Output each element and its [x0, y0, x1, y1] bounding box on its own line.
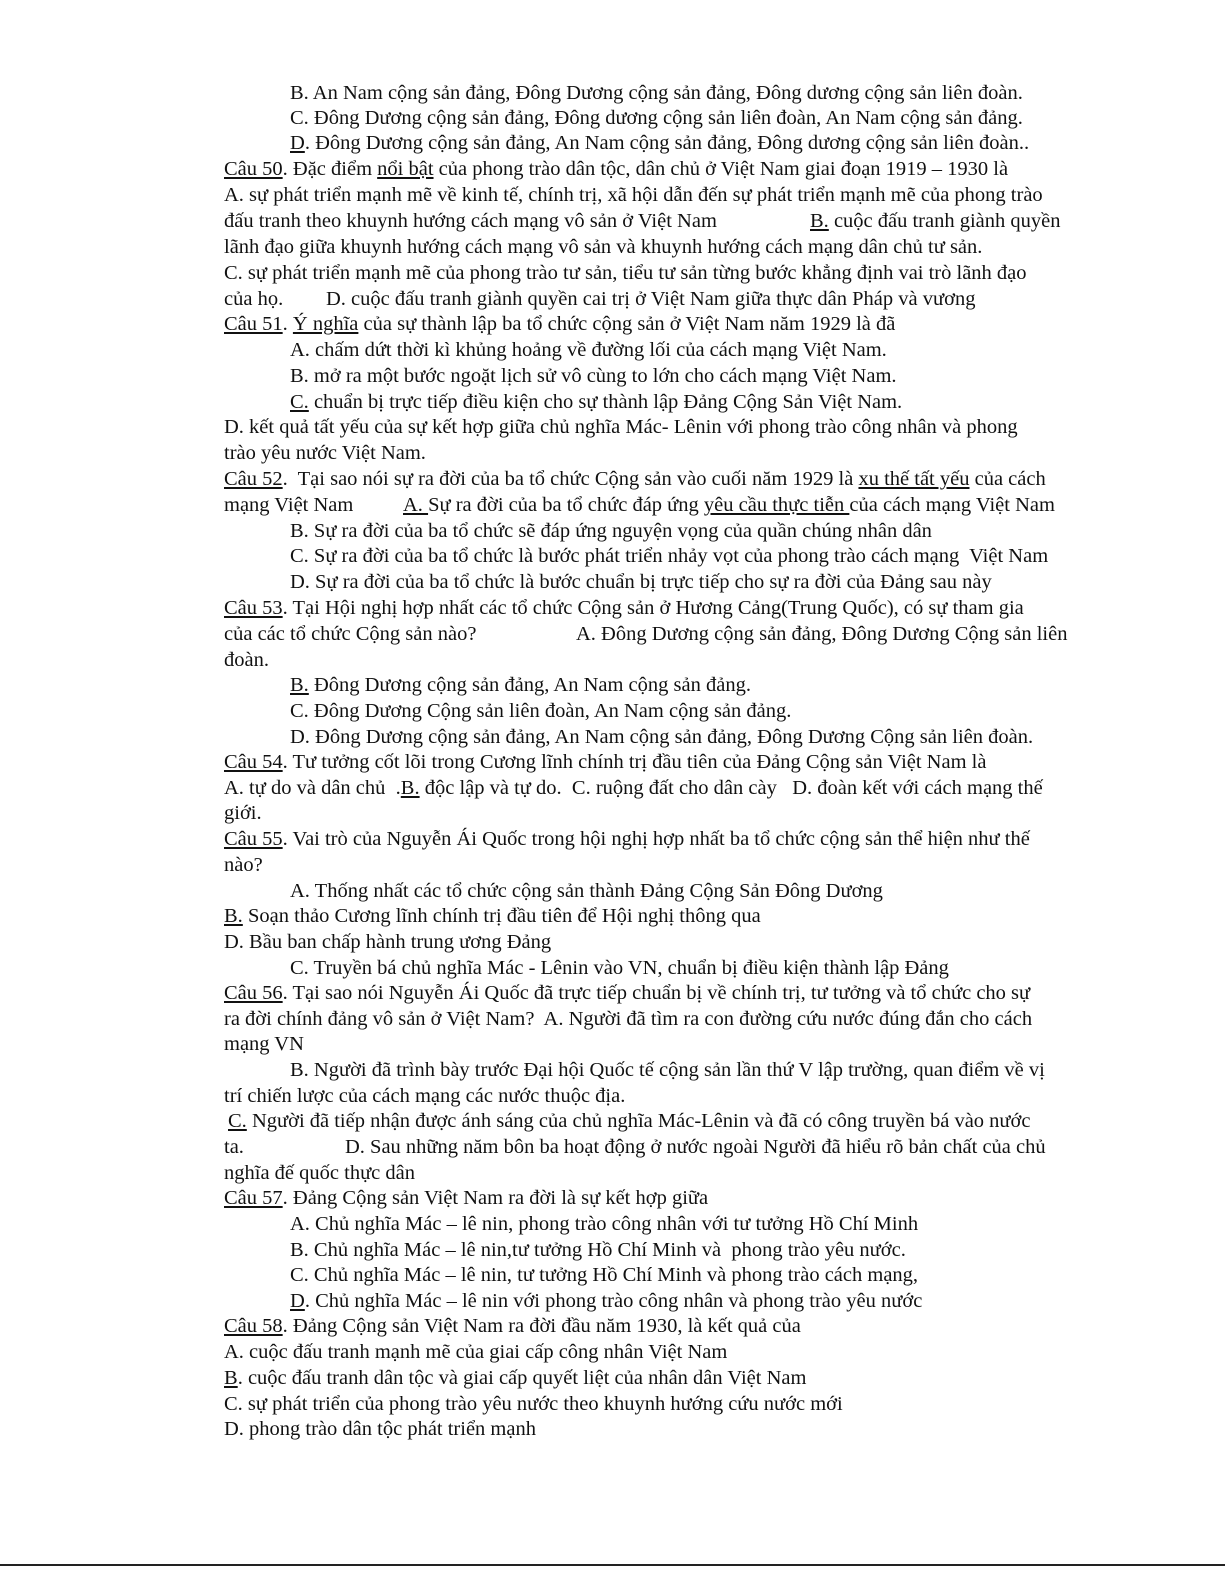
q57-stem	[224, 1185, 708, 1211]
stem-text: . Đảng Cộng sản Việt Nam ra đời đầu năm 1930, là kết quả của	[282, 1315, 801, 1337]
q51-option-b: B. mở ra một bước ngoặt lịch sử vô cùng to lớn cho cách mạng Việt Nam.	[290, 365, 897, 387]
q57-option-c: C. Chủ nghĩa Mác – lê nin, tư tưởng Hồ Chí Minh và phong trào cách mạng,	[290, 1264, 919, 1286]
stem-text: của sự thành lập ba tổ chức cộng sản ở Việt Nam năm 1929 là đã	[358, 313, 896, 335]
q50-option-a-cont: đấu tranh theo khuynh hướng cách mạng vô sản ở Việt Nam	[224, 210, 717, 232]
q53-option-d: D. Đông Dương cộng sản đảng, An Nam cộng sản đảng, Đông Dương Cộng sản liên đoàn.	[290, 726, 1034, 748]
q56-option-c-cont: ta.	[224, 1136, 244, 1158]
option-text: . Đông Dương cộng sản đảng, An Nam cộng sản đảng, Đông dương cộng sản liên đoàn..	[304, 132, 1030, 154]
q56-stem-cont: ra đời chính đảng vô sản ở Việt Nam? A. Người đã tìm ra con đường cứu nước đúng đắn cho cách	[224, 1008, 1033, 1030]
answer-marker: B.	[224, 905, 243, 927]
question-label: Câu 53	[224, 597, 283, 619]
option-text: cuộc đấu tranh giành quyền	[828, 210, 1061, 232]
q56-option-b: B. Người đã trình bày trước Đại hội Quốc tế cộng sản lần thứ V lập trường, quan điểm về vị	[290, 1059, 1045, 1081]
q51-option-a: A. chấm dứt thời kì khủng hoảng về đường lối của cách mạng Việt Nam.	[290, 339, 887, 361]
question-label: Câu 50	[224, 158, 283, 180]
q52-option-d: D. Sự ra đời của ba tổ chức là bước chuẩn bị trực tiếp cho sự ra đời của Đảng sau này	[290, 571, 992, 593]
question-label: Câu 57	[224, 1187, 283, 1209]
q58-option-c: C. sự phát triển của phong trào yêu nước theo khuynh hướng cứu nước mới	[224, 1393, 843, 1415]
q55-stem	[224, 826, 1030, 852]
question-label: Câu 52	[224, 468, 283, 490]
option-text: Người đã tiếp nhận được ánh sáng của chủ nghĩa Mác-Lênin và đã có công truyền bá vào nước	[246, 1110, 1031, 1132]
answer-marker: C.	[290, 391, 309, 413]
question-label: Câu 54	[224, 751, 283, 773]
option-text: độc lập và tự do. C. ruộng đất cho dân cày D. đoàn kết với cách mạng thế	[419, 777, 1043, 799]
q55-option-d: D. Bầu ban chấp hành trung ương Đảng	[224, 931, 552, 953]
q56-option-d-cont: nghĩa đế quốc thực dân	[224, 1162, 415, 1184]
q52-option-a	[403, 492, 1055, 518]
q50-option-c-cont: của họ.	[224, 288, 284, 310]
option-text: Sự ra đời của ba tổ chức đáp ứng	[428, 494, 704, 516]
q53-option-b	[290, 672, 751, 698]
q49-option-d	[290, 130, 1029, 156]
question-label: Câu 58	[224, 1315, 283, 1337]
q52-option-c: C. Sự ra đời của ba tổ chức là bước phát triển nhảy vọt của phong trào cách mạng Việt Nam	[290, 545, 1049, 567]
q53-option-a: A. Đông Dương cộng sản đảng, Đông Dương Cộng sản liên	[576, 623, 1068, 645]
answer-marker: D	[290, 132, 305, 154]
question-label: Câu 56	[224, 982, 283, 1004]
q50-option-d: D. cuộc đấu tranh giành quyền cai trị ở Việt Nam giữa thực dân Pháp và vương	[326, 288, 976, 310]
q50-option-a: A. sự phát triển mạnh mẽ về kinh tế, chính trị, xã hội dẫn đến sự phát triển mạnh mẽ của phong trào	[224, 184, 1043, 206]
stem-emphasis: nổi bật	[377, 158, 434, 180]
q58-option-a: A. cuộc đấu tranh mạnh mẽ của giai cấp công nhân Việt Nam	[224, 1341, 728, 1363]
q55-option-c: C. Truyền bá chủ nghĩa Mác - Lênin vào VN, chuẩn bị điều kiện thành lập Đảng	[290, 957, 949, 979]
q52-stem	[224, 466, 1046, 492]
q56-stem	[224, 980, 1030, 1006]
option-text: của cách mạng Việt Nam	[849, 494, 1055, 516]
q57-option-a: A. Chủ nghĩa Mác – lê nin, phong trào công nhân với tư tưởng Hồ Chí Minh	[290, 1213, 919, 1235]
stem-text: .	[282, 313, 293, 335]
q50-option-b-cont: lãnh đạo giữa khuynh hướng cách mạng vô sản và khuynh hướng cách mạng dân chủ tư sản.	[224, 236, 983, 258]
answer-marker: D	[290, 1290, 305, 1312]
q53-option-a-cont: đoàn.	[224, 649, 269, 671]
q49-option-b: B. An Nam cộng sản đảng, Đông Dương cộng sản đảng, Đông dương cộng sản liên đoàn.	[290, 82, 1023, 104]
stem-text: . Tại sao nói Nguyễn Ái Quốc đã trực tiếp chuẩn bị về chính trị, tư tưởng và tổ chức cho sự	[282, 982, 1031, 1004]
stem-text: . Tại sao nói sự ra đời của ba tổ chức Cộng sản vào cuối năm 1929 là	[282, 468, 859, 490]
question-label: Câu 51	[224, 313, 283, 335]
q52-stem-cont: mạng Việt Nam	[224, 494, 354, 516]
option-emphasis: yêu cầu thực tiễn	[703, 494, 850, 516]
q56-option-b-cont: trí chiến lược của cách mạng các nước thuộc địa.	[224, 1085, 626, 1107]
option-text: . cuộc đấu tranh dân tộc và giai cấp quyết liệt của nhân dân Việt Nam	[237, 1367, 807, 1389]
q58-option-d: D. phong trào dân tộc phát triển mạnh	[224, 1418, 536, 1440]
option-text: chuẩn bị trực tiếp điều kiện cho sự thành lập Đảng Cộng Sản Việt Nam.	[308, 391, 903, 413]
page-bottom-rule	[0, 1564, 1225, 1566]
q50-option-b	[810, 208, 1061, 234]
stem-text: . Vai trò của Nguyễn Ái Quốc trong hội nghị hợp nhất ba tổ chức cộng sản thể hiện như thế	[282, 828, 1030, 850]
stem-emphasis: xu thế tất yếu	[858, 468, 970, 490]
q53-stem	[224, 595, 1024, 621]
q55-option-b	[224, 903, 761, 929]
q54-stem	[224, 749, 986, 775]
q53-option-c: C. Đông Dương Cộng sản liên đoàn, An Nam cộng sản đảng.	[290, 700, 792, 722]
stem-text: . Đảng Cộng sản Việt Nam ra đời là sự kết hợp giữa	[282, 1187, 709, 1209]
q56-stem-cont-2: mạng VN	[224, 1033, 304, 1055]
q49-option-c: C. Đông Dương cộng sản đảng, Đông dương cộng sản liên đoàn, An Nam cộng sản đảng.	[290, 107, 1023, 129]
stem-text: của phong trào dân tộc, dân chủ ở Việt Nam giai đoạn 1919 – 1930 là	[433, 158, 1009, 180]
q58-option-b	[224, 1365, 806, 1391]
option-text: Đông Dương cộng sản đảng, An Nam cộng sản đảng.	[308, 674, 751, 696]
stem-emphasis: Ý nghĩa	[292, 313, 359, 335]
q51-option-c	[290, 389, 902, 415]
q57-option-d	[290, 1288, 922, 1314]
answer-marker: B.	[290, 674, 309, 696]
question-label: Câu 55	[224, 828, 283, 850]
q52-option-b: B. Sự ra đời của ba tổ chức sẽ đáp ứng nguyện vọng của quần chúng nhân dân	[290, 520, 932, 542]
option-text: . Chủ nghĩa Mác – lê nin với phong trào công nhân và phong trào yêu nước	[304, 1290, 923, 1312]
stem-text: . Tư tưởng cốt lõi trong Cương lĩnh chính trị đầu tiên của Đảng Cộng sản Việt Nam là	[282, 751, 987, 773]
stem-text: của cách	[969, 468, 1046, 490]
q58-stem	[224, 1313, 801, 1339]
answer-marker: B	[224, 1367, 238, 1389]
answer-marker: C.	[228, 1110, 247, 1132]
q51-option-d-cont: trào yêu nước Việt Nam.	[224, 442, 426, 464]
q57-option-b: B. Chủ nghĩa Mác – lê nin,tư tưởng Hồ Chí Minh và phong trào yêu nước.	[290, 1239, 906, 1261]
q56-option-c	[228, 1108, 1030, 1134]
q54-options	[224, 775, 1043, 801]
answer-marker: A.	[403, 494, 429, 516]
option-text: Soạn thảo Cương lĩnh chính trị đầu tiên để Hội nghị thông qua	[242, 905, 761, 927]
q50-option-c: C. sự phát triển mạnh mẽ của phong trào tư sản, tiểu tư sản từng bước khẳng định vai trò lãnh đạo	[224, 262, 1027, 284]
q55-option-a: A. Thống nhất các tổ chức cộng sản thành Đảng Cộng Sản Đông Dương	[290, 880, 883, 902]
stem-text: . Tại Hội nghị hợp nhất các tổ chức Cộng sản ở Hương Cảng(Trung Quốc), có sự tham gia	[282, 597, 1024, 619]
option-text: A. tự do và dân chủ .	[224, 777, 401, 799]
q50-stem	[224, 156, 1008, 182]
q54-options-cont: giới.	[224, 802, 262, 824]
q56-option-d: D. Sau những năm bôn ba hoạt động ở nước ngoài Người đã hiểu rõ bản chất của chủ	[345, 1136, 1046, 1158]
stem-text: . Đặc điểm	[282, 158, 378, 180]
q51-option-d: D. kết quả tất yếu của sự kết hợp giữa chủ nghĩa Mác- Lênin với phong trào công nhân và phong	[224, 416, 1018, 438]
q53-stem-cont: của các tổ chức Cộng sản nào?	[224, 623, 477, 645]
q51-stem	[224, 311, 895, 337]
q55-stem-cont: nào?	[224, 854, 263, 876]
answer-marker: B.	[810, 210, 829, 232]
answer-marker: B.	[400, 777, 420, 799]
